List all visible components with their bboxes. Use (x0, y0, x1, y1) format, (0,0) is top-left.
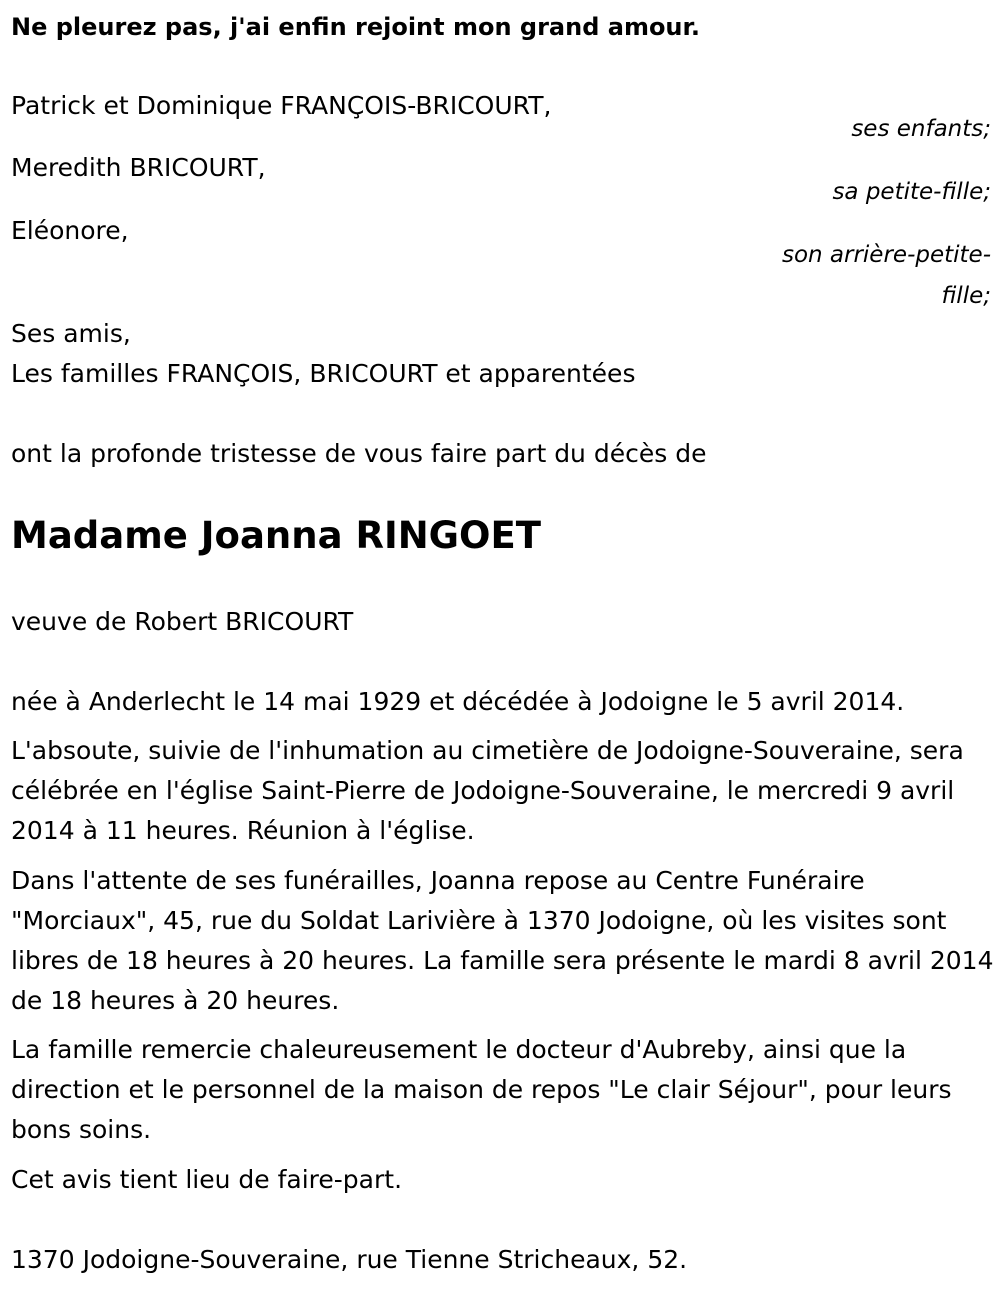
family-relation: son arrière-petite- (781, 242, 991, 268)
notice-paragraph: Cet avis tient lieu de faire-part. (11, 1165, 403, 1194)
announcement-text: ont la profonde tristesse de vous faire part du décès de (11, 439, 707, 468)
thanks-paragraph: La famille remercie chaleureusement le docteur d'Aubreby, ainsi que la direction et le personnel de la maison de repos "Le clair Séjour", pour leurs bons soins. (11, 1035, 952, 1144)
birth-death-paragraph: née à Anderlecht le 14 mai 1929 et décédée à Jodoigne le 5 avril 2014. (11, 687, 905, 716)
ceremony-paragraph: L'absoute, suivie de l'inhumation au cimetière de Jodoigne-Souveraine, sera célébrée en l'église Saint-Pierre de Jodoigne-Souveraine, le mercredi 9 avril 2014 à 11 heures. Réunion à l'église. (11, 736, 964, 845)
deceased-name: Madame Joanna RINGOET (11, 514, 542, 557)
visitation-paragraph: Dans l'attente de ses funérailles, Joanna repose au Centre Funéraire "Morciaux", 45, rue du Soldat Larivière à 1370 Jodoigne, où les visites sont libres de 18 heures à 20 heures. La famille sera présente le mardi 8 avril 2014 de 18 heures à 20 heures. (11, 866, 994, 1015)
address-line: 1370 Jodoigne-Souveraine, rue Tienne Stricheaux, 52. (11, 1245, 688, 1274)
families-line: Les familles FRANÇOIS, BRICOURT et apparentées (11, 359, 636, 388)
family-relation: ses enfants; (851, 116, 991, 142)
family-relation: sa petite-fille; (832, 179, 991, 205)
family-member-name: Eléonore, (11, 216, 129, 245)
family-member-name: Patrick et Dominique FRANÇOIS-BRICOURT, (11, 91, 552, 120)
widow-of-line: veuve de Robert BRICOURT (11, 607, 354, 636)
opening-quote: Ne pleurez pas, j'ai enfin rejoint mon grand amour. (11, 13, 701, 41)
family-relation: fille; (941, 283, 991, 309)
friends-line: Ses amis, (11, 319, 131, 348)
family-member-name: Meredith BRICOURT, (11, 153, 266, 182)
obituary-notice (11, 0, 994, 1295)
